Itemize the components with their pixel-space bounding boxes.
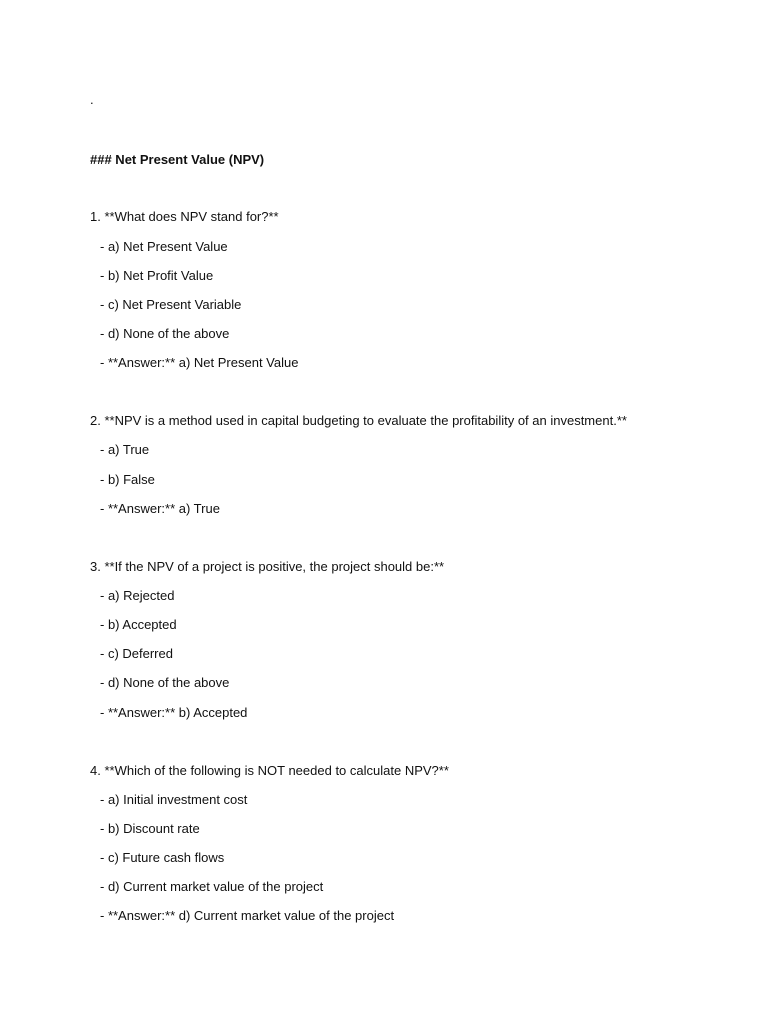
- question-3-answer: - **Answer:** b) Accepted: [100, 705, 248, 720]
- question-2-option-a: - a) True: [100, 442, 150, 457]
- question-2-answer: - **Answer:** a) True: [100, 501, 220, 516]
- question-2: 2. **NPV is a method used in capital budgeting to evaluate the profitability of an investment.**: [90, 413, 627, 428]
- question-4-option-a: - a) Initial investment cost: [100, 792, 248, 807]
- question-2-option-b: - b) False: [100, 472, 155, 487]
- question-4-option-c: - c) Future cash flows: [100, 850, 225, 865]
- question-4-answer: - **Answer:** d) Current market value of the project: [100, 908, 395, 923]
- question-3: 3. **If the NPV of a project is positive, the project should be:**: [90, 559, 445, 574]
- question-3-option-c: - c) Deferred: [100, 646, 173, 661]
- question-1-option-b: - b) Net Profit Value: [100, 268, 214, 283]
- question-1: 1. **What does NPV stand for?**: [90, 209, 279, 224]
- question-3-option-d: - d) None of the above: [100, 675, 230, 690]
- question-4-option-d: - d) Current market value of the project: [100, 879, 324, 894]
- question-4-option-b: - b) Discount rate: [100, 821, 200, 836]
- leading-dot: .: [90, 92, 94, 107]
- question-4: 4. **Which of the following is NOT needed to calculate NPV?**: [90, 763, 449, 778]
- question-1-option-d: - d) None of the above: [100, 326, 230, 341]
- question-1-option-a: - a) Net Present Value: [100, 239, 228, 254]
- section-heading: ### Net Present Value (NPV): [90, 152, 265, 167]
- question-1-option-c: - c) Net Present Variable: [100, 297, 242, 312]
- question-3-option-a: - a) Rejected: [100, 588, 175, 603]
- question-1-answer: - **Answer:** a) Net Present Value: [100, 355, 299, 370]
- question-3-option-b: - b) Accepted: [100, 617, 177, 632]
